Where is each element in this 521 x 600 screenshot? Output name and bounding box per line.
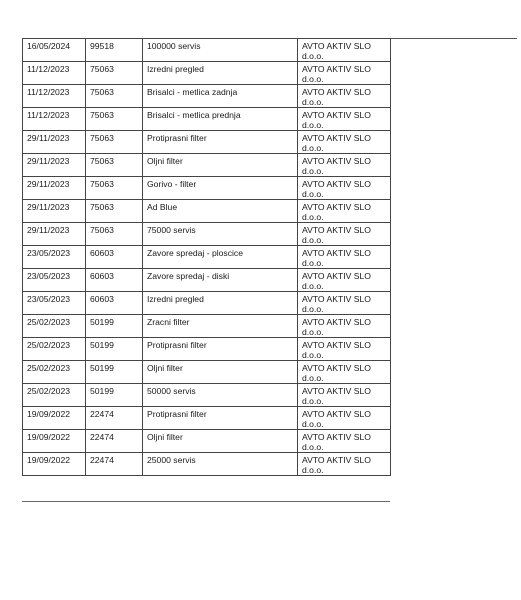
table-row [23, 131, 391, 154]
vendor-cell: AVTO AKTIV SLO d.o.o. [298, 200, 391, 223]
mileage-cell: 75063 [86, 131, 143, 154]
table-row [23, 315, 391, 338]
mileage-cell: 22474 [86, 407, 143, 430]
service-cell: Izredni pregled [143, 292, 298, 315]
mileage-cell: 75063 [86, 85, 143, 108]
date-cell: 25/02/2023 [23, 338, 86, 361]
mileage-cell: 75063 [86, 154, 143, 177]
table-row [23, 269, 391, 292]
vendor-cell: AVTO AKTIV SLO d.o.o. [298, 62, 391, 85]
mileage-cell: 60603 [86, 292, 143, 315]
vendor-cell: AVTO AKTIV SLO d.o.o. [298, 108, 391, 131]
date-cell: 11/12/2023 [23, 85, 86, 108]
table-row [23, 154, 391, 177]
mileage-cell: 99518 [86, 39, 143, 62]
vendor-cell: AVTO AKTIV SLO d.o.o. [298, 131, 391, 154]
date-cell: 25/02/2023 [23, 315, 86, 338]
mileage-cell: 75063 [86, 223, 143, 246]
vendor-cell: AVTO AKTIV SLO d.o.o. [298, 315, 391, 338]
service-cell: 25000 servis [143, 453, 298, 476]
mileage-cell: 50199 [86, 315, 143, 338]
table-row [23, 361, 391, 384]
mileage-cell: 75063 [86, 108, 143, 131]
table-row [23, 430, 391, 453]
date-cell: 23/05/2023 [23, 246, 86, 269]
vendor-cell: AVTO AKTIV SLO d.o.o. [298, 39, 391, 62]
vendor-cell: AVTO AKTIV SLO d.o.o. [298, 338, 391, 361]
bottom-rule [22, 501, 390, 502]
service-cell: Oljni filter [143, 154, 298, 177]
date-cell: 29/11/2023 [23, 200, 86, 223]
date-cell: 11/12/2023 [23, 62, 86, 85]
date-cell: 29/11/2023 [23, 131, 86, 154]
vendor-cell: AVTO AKTIV SLO d.o.o. [298, 85, 391, 108]
service-cell: Brisalci - metlica prednja [143, 108, 298, 131]
service-cell: 75000 servis [143, 223, 298, 246]
date-cell: 23/05/2023 [23, 269, 86, 292]
date-cell: 11/12/2023 [23, 108, 86, 131]
table-row [23, 292, 391, 315]
service-cell: Gorivo - filter [143, 177, 298, 200]
service-cell: Protiprasni filter [143, 407, 298, 430]
vendor-cell: AVTO AKTIV SLO d.o.o. [298, 177, 391, 200]
service-cell: 50000 servis [143, 384, 298, 407]
vendor-cell: AVTO AKTIV SLO d.o.o. [298, 453, 391, 476]
table-row [23, 85, 391, 108]
vendor-cell: AVTO AKTIV SLO d.o.o. [298, 430, 391, 453]
date-cell: 29/11/2023 [23, 177, 86, 200]
mileage-cell: 22474 [86, 430, 143, 453]
date-cell: 19/09/2022 [23, 430, 86, 453]
mileage-cell: 22474 [86, 453, 143, 476]
service-cell: Brisalci - metlica zadnja [143, 85, 298, 108]
date-cell: 16/05/2024 [23, 39, 86, 62]
date-cell: 25/02/2023 [23, 384, 86, 407]
service-history-rows [23, 39, 391, 476]
mileage-cell: 75063 [86, 177, 143, 200]
service-history-table [22, 38, 391, 476]
mileage-cell: 60603 [86, 269, 143, 292]
table-row [23, 62, 391, 85]
vendor-cell: AVTO AKTIV SLO d.o.o. [298, 223, 391, 246]
date-cell: 25/02/2023 [23, 361, 86, 384]
service-cell: Protiprasni filter [143, 131, 298, 154]
service-cell: Protiprasni filter [143, 338, 298, 361]
table-row [23, 384, 391, 407]
vendor-cell: AVTO AKTIV SLO d.o.o. [298, 361, 391, 384]
mileage-cell: 50199 [86, 361, 143, 384]
mileage-cell: 75063 [86, 62, 143, 85]
table-row [23, 453, 391, 476]
vendor-cell: AVTO AKTIV SLO d.o.o. [298, 246, 391, 269]
table-row [23, 338, 391, 361]
date-cell: 23/05/2023 [23, 292, 86, 315]
table-row [23, 407, 391, 430]
service-cell: Ad Blue [143, 200, 298, 223]
table-row [23, 177, 391, 200]
table-row [23, 39, 391, 62]
mileage-cell: 50199 [86, 384, 143, 407]
service-cell: Zavore spredaj - diski [143, 269, 298, 292]
vendor-cell: AVTO AKTIV SLO d.o.o. [298, 384, 391, 407]
date-cell: 19/09/2022 [23, 407, 86, 430]
table-row [23, 223, 391, 246]
service-cell: Zavore spredaj - ploscice [143, 246, 298, 269]
service-cell: Zracni filter [143, 315, 298, 338]
table-row [23, 246, 391, 269]
date-cell: 29/11/2023 [23, 154, 86, 177]
mileage-cell: 60603 [86, 246, 143, 269]
table-row [23, 108, 391, 131]
service-cell: 100000 servis [143, 39, 298, 62]
table-row [23, 200, 391, 223]
vendor-cell: AVTO AKTIV SLO d.o.o. [298, 407, 391, 430]
service-cell: Oljni filter [143, 361, 298, 384]
date-cell: 19/09/2022 [23, 453, 86, 476]
date-cell: 29/11/2023 [23, 223, 86, 246]
vendor-cell: AVTO AKTIV SLO d.o.o. [298, 269, 391, 292]
vendor-cell: AVTO AKTIV SLO d.o.o. [298, 154, 391, 177]
service-cell: Oljni filter [143, 430, 298, 453]
mileage-cell: 50199 [86, 338, 143, 361]
service-cell: Izredni pregled [143, 62, 298, 85]
vendor-cell: AVTO AKTIV SLO d.o.o. [298, 292, 391, 315]
mileage-cell: 75063 [86, 200, 143, 223]
